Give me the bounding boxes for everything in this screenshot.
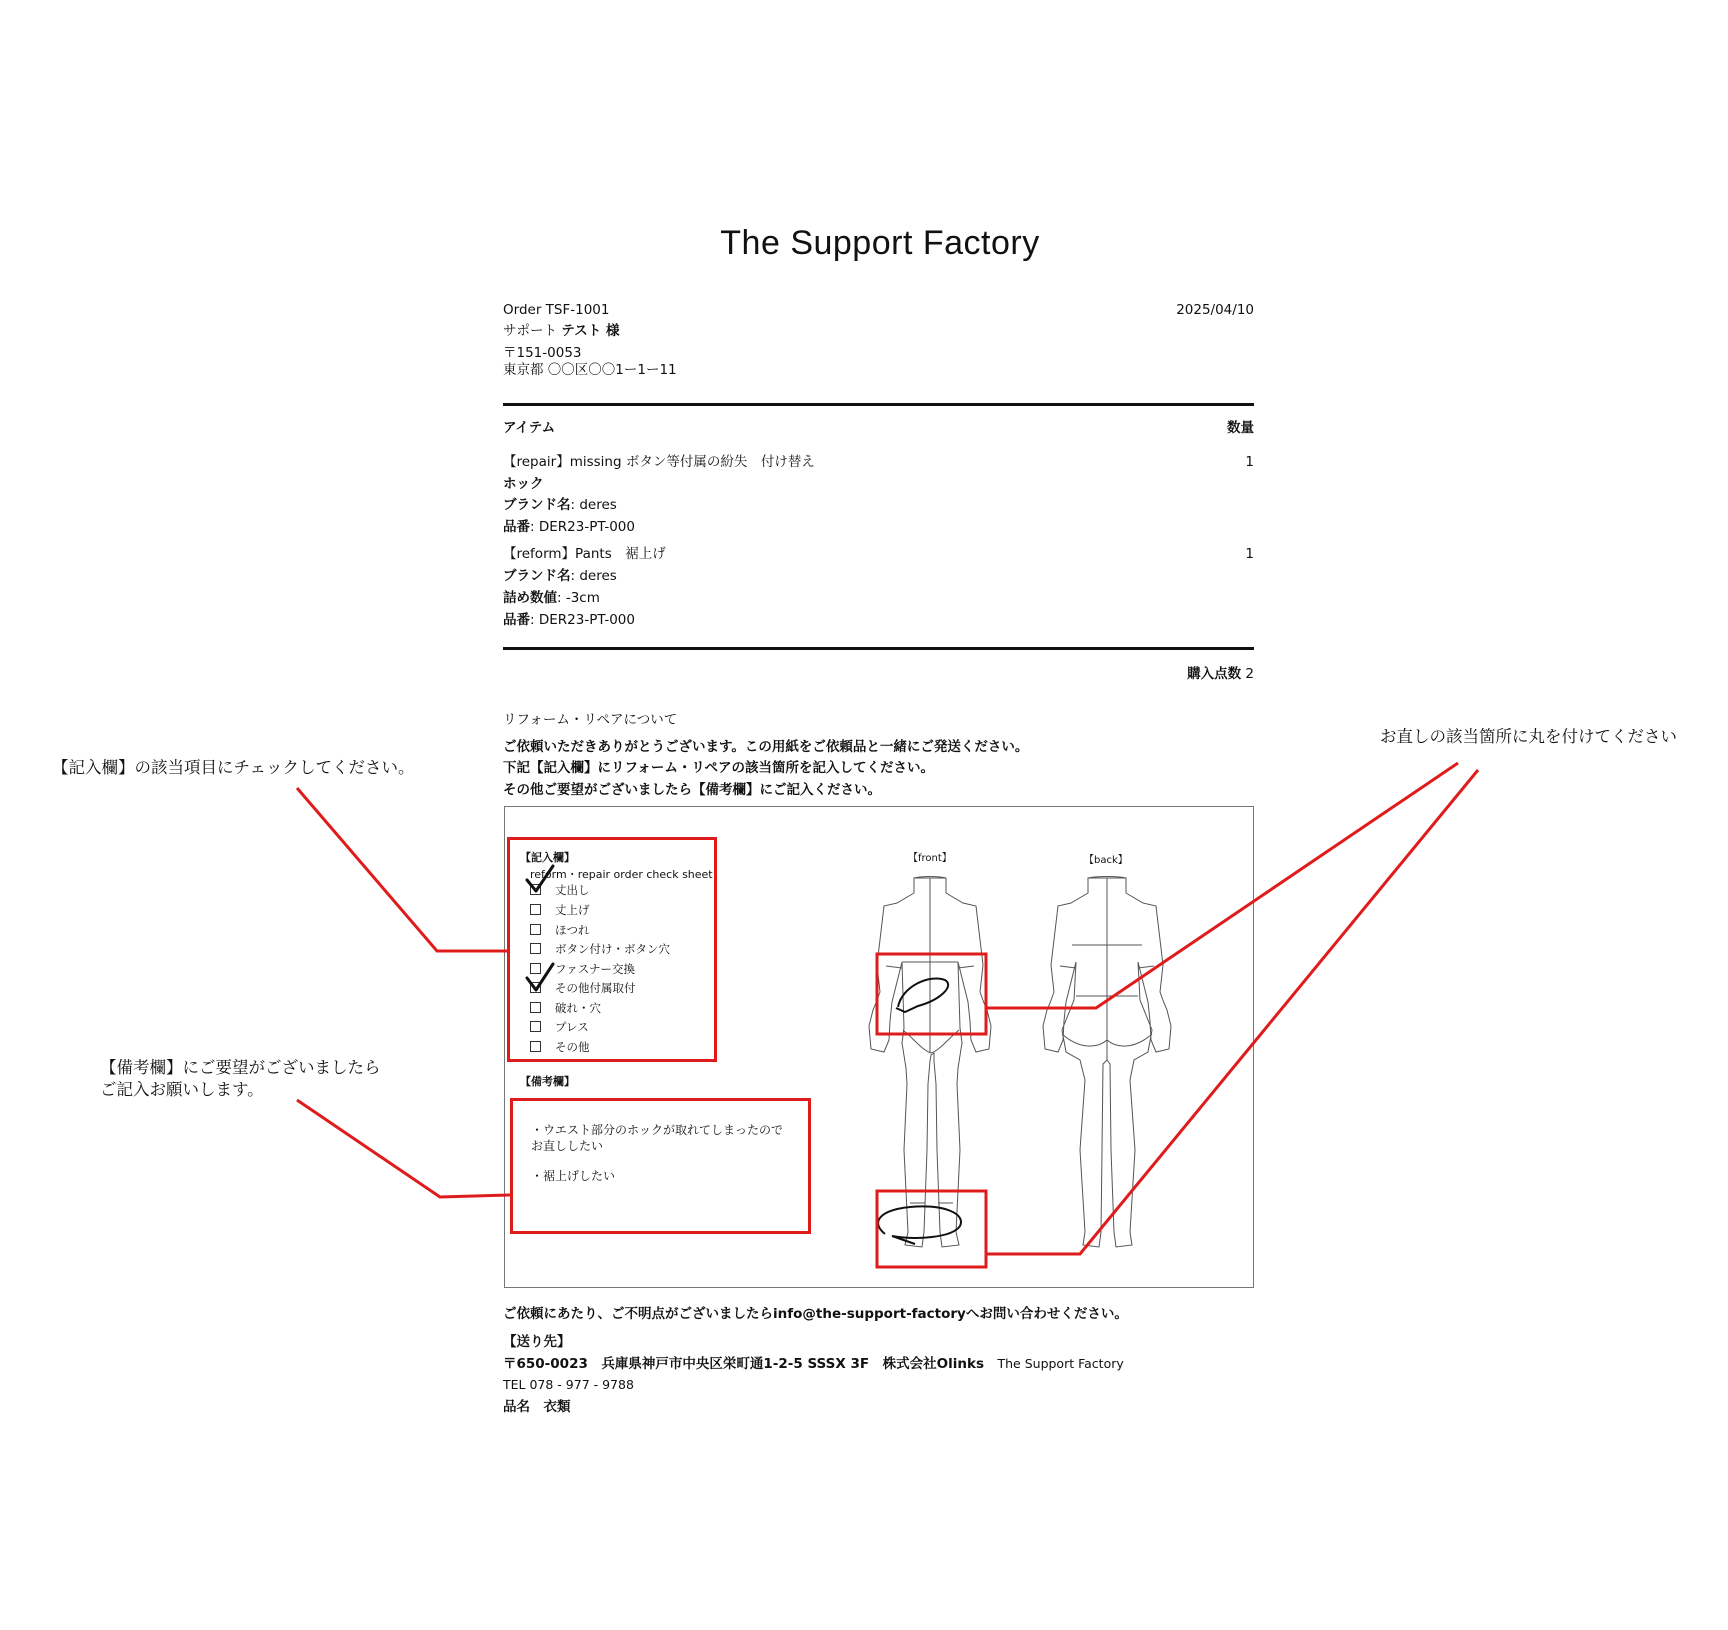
hem-circle-mark: [878, 1206, 961, 1244]
item-2-title: 【reform】Pants 裾上げ: [503, 546, 666, 562]
checklist-item[interactable]: ほつれ: [530, 921, 590, 939]
postal-code: 〒151-0053: [503, 345, 582, 361]
item-1-brand: ブランド名: deres: [503, 497, 617, 513]
item-1-title: 【repair】missing ボタン等付属の紛失 付け替え: [503, 454, 815, 470]
order-number: Order TSF-1001: [503, 302, 610, 318]
about-line-3: その他ご要望がございましたら【備考欄】にご記入ください。: [503, 782, 881, 798]
total-count: 購入点数 2: [1187, 666, 1254, 682]
checklist-item[interactable]: 丈出し: [530, 881, 590, 899]
address: 東京都 〇〇区〇〇1ー1ー11: [503, 362, 677, 378]
goods-name: 品名 衣類: [503, 1399, 571, 1415]
checklist-item[interactable]: その他: [530, 1038, 590, 1056]
column-item-header: アイテム: [503, 420, 556, 436]
item-2-qty: 1: [1245, 546, 1254, 562]
item-2-brand: ブランド名: deres: [503, 568, 617, 584]
entry-title: 【記入欄】: [520, 851, 575, 864]
remarks-line-1: ・ウエスト部分のホックが取れてしまったので: [531, 1123, 784, 1137]
remarks-callout-line-2: ご記入お願いします。: [100, 1080, 264, 1099]
remarks-line-2: お直ししたい: [531, 1139, 604, 1153]
checklist-item[interactable]: その他付属取付: [530, 979, 636, 997]
checklist-item[interactable]: プレス: [530, 1018, 589, 1036]
about-heading: リフォーム・リペアについて: [503, 712, 678, 728]
checklist-item[interactable]: ファスナー交換: [530, 960, 635, 978]
check-mark-icon: [527, 964, 553, 990]
checklist-callout: 【記入欄】の該当項目にチェックしてください。: [52, 758, 415, 777]
page-title: The Support Factory: [720, 224, 1040, 262]
front-label: 【front】: [908, 853, 952, 864]
checklist-leader-line: [297, 788, 507, 951]
contact-note: ご依頼にあたり、ご不明点がございましたらinfo@the-support-factoryへお問い合わせください。: [503, 1306, 1128, 1322]
item-1-sku: 品番: DER23-PT-000: [503, 519, 635, 535]
column-qty-header: 数量: [1227, 420, 1254, 436]
figure-callout: お直しの該当箇所に丸を付けてください: [1380, 727, 1677, 746]
checklist-item[interactable]: 丈上げ: [530, 901, 590, 919]
customer-prefix: サポート: [503, 323, 557, 339]
shipping-address: 〒650-0023 兵庫県神戸市中央区栄町通1-2-5 SSSX 3F 株式会社Olinks The Support Factory: [503, 1356, 1124, 1372]
hem-highlight-box: [877, 1191, 986, 1267]
hem-leader-line: [986, 770, 1478, 1254]
check-mark-icon: [527, 866, 553, 891]
back-figure: [1043, 877, 1171, 1248]
waist-leader-line: [986, 763, 1458, 1008]
item-1-qty: 1: [1245, 454, 1254, 470]
shipping-tel: TEL 078 - 977 - 9788: [503, 1377, 634, 1392]
item-1-title-cont: ホック: [503, 476, 544, 492]
remarks-title: 【備考欄】: [520, 1075, 575, 1088]
remarks-leader-line: [297, 1100, 510, 1197]
order-date: 2025/04/10: [1176, 302, 1254, 318]
remarks-callout-line-1: 【備考欄】にご要望がございましたら: [100, 1058, 381, 1077]
item-2-sku: 品番: DER23-PT-000: [503, 612, 635, 628]
customer-name: テスト 様: [561, 323, 620, 339]
checklist-item[interactable]: 破れ・穴: [530, 999, 601, 1017]
entry-subtitle: reform・repair order check sheet: [530, 868, 713, 881]
shipping-heading: 【送り先】: [503, 1334, 571, 1350]
remarks-line-3: ・裾上げしたい: [531, 1169, 616, 1183]
checklist-item[interactable]: ボタン付け・ボタン穴: [530, 940, 670, 958]
about-line-1: ご依頼いただきありがとうございます。この用紙をご依頼品と一緒にご発送ください。: [503, 739, 1029, 755]
back-label: 【back】: [1084, 855, 1128, 866]
item-2-adjust: 詰め数値: -3cm: [503, 590, 600, 606]
about-line-2: 下記【記入欄】にリフォーム・リペアの該当箇所を記入してください。: [503, 760, 935, 776]
